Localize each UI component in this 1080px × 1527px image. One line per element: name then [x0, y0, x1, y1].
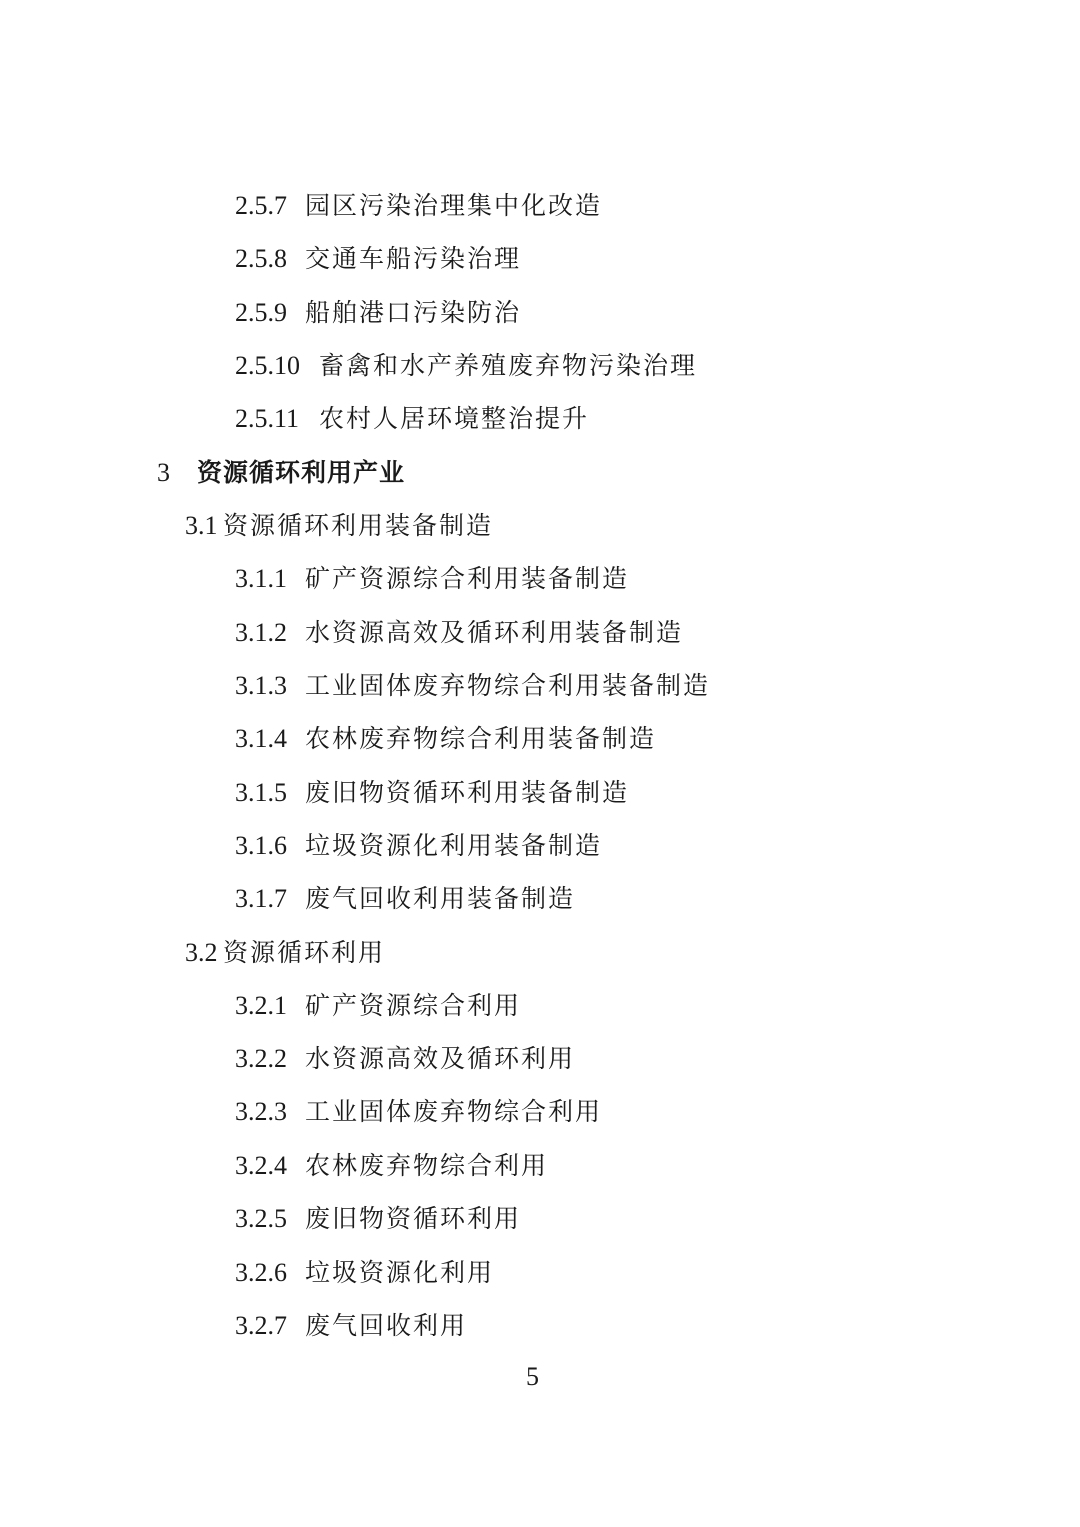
subsection-title: 资源循环利用装备制造 — [223, 511, 494, 540]
toc-entry-3-2-2 — [235, 1042, 575, 1076]
entry-number: 3.1.1 — [235, 564, 287, 593]
subsection-3-1 — [185, 509, 493, 543]
entry-title: 废旧物资循环利用装备制造 — [305, 778, 630, 807]
entry-title: 船舶港口污染防治 — [305, 298, 522, 327]
entry-number: 3.2.4 — [235, 1151, 287, 1180]
entry-title: 废气回收利用装备制造 — [305, 884, 576, 913]
entry-number: 3.2.5 — [235, 1204, 287, 1233]
entry-title: 废旧物资循环利用 — [305, 1204, 522, 1233]
toc-entry-3-1-5 — [235, 776, 629, 810]
entry-number: 3.2.2 — [235, 1044, 287, 1073]
entry-number: 3.1.5 — [235, 778, 287, 807]
toc-entry-3-1-6 — [235, 829, 602, 863]
page-number: 5 — [526, 1362, 539, 1391]
entry-number: 2.5.9 — [235, 298, 287, 327]
entry-title: 工业固体废弃物综合利用装备制造 — [305, 671, 711, 700]
entry-title: 农林废弃物综合利用装备制造 — [305, 724, 657, 753]
entry-number: 3.2.7 — [235, 1311, 287, 1340]
entry-number: 3.2.1 — [235, 991, 287, 1020]
entry-number: 3.1.4 — [235, 724, 287, 753]
toc-entry-2-5-11 — [235, 402, 589, 436]
entry-title: 矿产资源综合利用装备制造 — [305, 564, 630, 593]
subsection-3-2 — [185, 936, 385, 970]
entry-number: 3.2.6 — [235, 1258, 287, 1287]
entry-title: 工业固体废弃物综合利用 — [305, 1097, 603, 1126]
subsection-number: 3.1 — [185, 511, 218, 540]
toc-entry-3-1-1 — [235, 562, 629, 596]
entry-title: 水资源高效及循环利用 — [305, 1044, 576, 1073]
toc-entry-3-2-6 — [235, 1256, 494, 1290]
entry-title: 畜禽和水产养殖废弃物污染治理 — [319, 351, 698, 380]
toc-entry-3-1-2 — [235, 616, 683, 650]
entry-title: 废气回收利用 — [305, 1311, 468, 1340]
entry-number: 3.1.6 — [235, 831, 287, 860]
toc-entry-3-1-4 — [235, 722, 656, 756]
entry-number: 3.1.7 — [235, 884, 287, 913]
subsection-title: 资源循环利用 — [223, 938, 386, 967]
toc-entry-3-2-1 — [235, 989, 521, 1023]
toc-entry-2-5-10 — [235, 349, 697, 383]
subsection-number: 3.2 — [185, 938, 218, 967]
toc-entry-3-2-3 — [235, 1095, 602, 1129]
entry-title: 农林废弃物综合利用 — [305, 1151, 549, 1180]
entry-title: 交通车船污染治理 — [305, 244, 522, 273]
entry-number: 2.5.8 — [235, 244, 287, 273]
entry-title: 垃圾资源化利用装备制造 — [305, 831, 603, 860]
entry-title: 园区污染治理集中化改造 — [305, 191, 603, 220]
entry-title: 矿产资源综合利用 — [305, 991, 522, 1020]
entry-title: 水资源高效及循环利用装备制造 — [305, 618, 684, 647]
entry-number: 2.5.11 — [235, 404, 300, 433]
entry-number: 3.1.2 — [235, 618, 287, 647]
toc-entry-3-2-4 — [235, 1149, 548, 1183]
toc-entry-2-5-7 — [235, 189, 602, 223]
toc-entry-3-2-7 — [235, 1309, 467, 1343]
toc-entry-2-5-9 — [235, 296, 521, 330]
entry-title: 农村人居环境整治提升 — [319, 404, 590, 433]
toc-entry-3-1-3 — [235, 669, 710, 703]
toc-entry-2-5-8 — [235, 242, 521, 276]
entry-number: 2.5.10 — [235, 351, 300, 380]
section-number: 3 — [157, 458, 170, 487]
entry-number: 3.2.3 — [235, 1097, 287, 1126]
toc-entry-3-1-7 — [235, 882, 575, 916]
toc-entry-3-2-5 — [235, 1202, 521, 1236]
entry-number: 3.1.3 — [235, 671, 287, 700]
section-title: 资源循环利用产业 — [197, 458, 406, 487]
entry-number: 2.5.7 — [235, 191, 287, 220]
section-heading-3 — [157, 456, 405, 490]
entry-title: 垃圾资源化利用 — [305, 1258, 495, 1287]
